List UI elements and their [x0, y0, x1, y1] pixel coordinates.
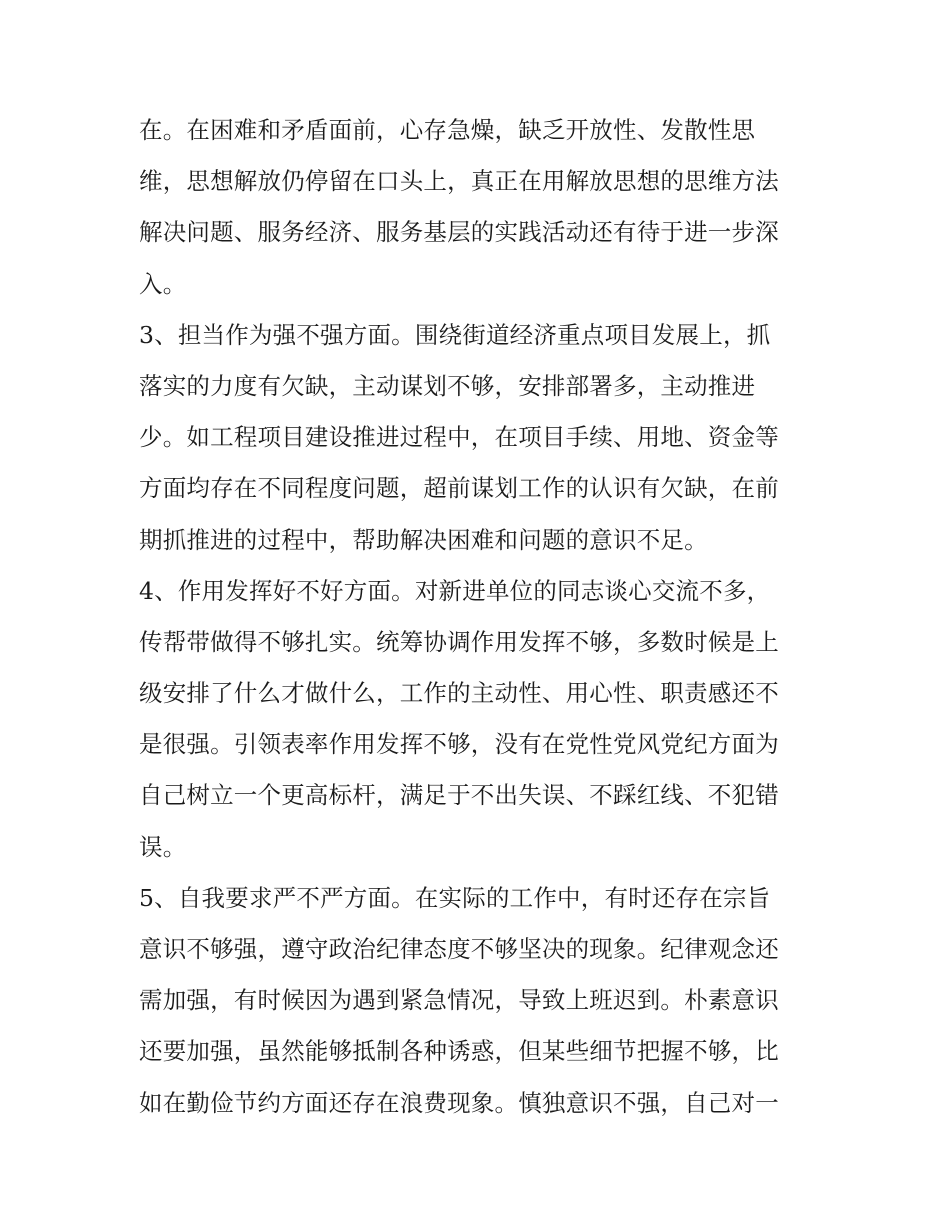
- text-line-10: 4、作用发挥好不好方面。对新进单位的同志谈心交流不多，: [139, 576, 771, 605]
- text-line-5: 3、担当作为强不强方面。围绕街道经济重点项目发展上，抓: [139, 320, 771, 349]
- text-line-11: 传帮带做得不够扎实。统筹协调作用发挥不够，多数时候是上: [139, 627, 779, 656]
- text-line-6: 落实的力度有欠缺，主动谋划不够，安排部署多，主动推进: [139, 371, 756, 400]
- text-line-12: 级安排了什么才做什么，工作的主动性、用心性、职责感还不: [139, 679, 779, 708]
- text-line-18: 需加强，有时候因为遇到紧急情况，导致上班迟到。朴素意识: [139, 986, 779, 1015]
- text-line-8: 方面均存在不同程度问题，超前谋划工作的认识有欠缺，在前: [139, 474, 779, 503]
- text-line-3: 解决问题、服务经济、服务基层的实践活动还有待于进一步深: [139, 218, 779, 247]
- text-line-1: 在。在困难和矛盾面前，心存急燥，缺乏开放性、发散性思: [139, 116, 756, 144]
- text-line-15: 误。: [139, 832, 187, 861]
- text-line-7: 少。如工程项目建设推进过程中，在项目手续、用地、资金等: [139, 423, 779, 452]
- body-text: [139, 112, 829, 1136]
- text-line-14: 自己树立一个更高标杆，满足于不出失误、不踩红线、不犯错: [139, 781, 779, 810]
- text-line-9: 期抓推进的过程中，帮助解决困难和问题的意识不足。: [139, 525, 708, 554]
- text-line-19: 还要加强，虽然能够抵制各种诱惑，但某些细节把握不够，比: [139, 1037, 779, 1066]
- text-line-2: 维，思想解放仍停留在口头上，真正在用解放思想的思维方法: [139, 167, 779, 196]
- text-line-20: 如在勤俭节约方面还存在浪费现象。慎独意识不强，自己对一: [139, 1088, 779, 1117]
- text-line-17: 意识不够强，遵守政治纪律态度不够坚决的现象。纪律观念还: [139, 935, 779, 963]
- text-line-13: 是很强。引领表率作用发挥不够，没有在党性党风党纪方面为: [139, 730, 779, 759]
- text-line-16: 5、自我要求严不严方面。在实际的工作中，有时还存在宗旨: [139, 883, 771, 912]
- text-line-4: 入。: [139, 269, 187, 298]
